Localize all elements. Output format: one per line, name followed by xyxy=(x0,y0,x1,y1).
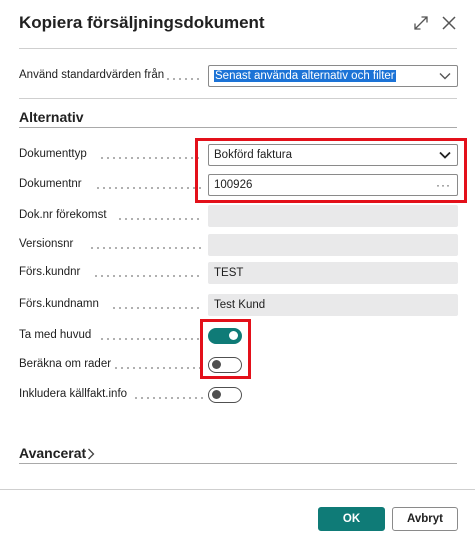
doc-occurrence-field xyxy=(208,205,458,227)
leader-dots xyxy=(93,275,203,277)
customer-name-row xyxy=(19,294,459,316)
cancel-button[interactable]: Avbryt xyxy=(392,507,458,531)
version-no-row xyxy=(19,234,459,256)
close-icon[interactable] xyxy=(440,14,458,32)
highlight-toggles xyxy=(200,319,251,379)
defaults-label: Använd standardvärden från xyxy=(19,69,165,81)
customer-name-label: Förs.kundnamn xyxy=(19,298,99,310)
ok-button[interactable]: OK xyxy=(318,507,385,531)
include-header-label: Ta med huvud xyxy=(19,329,92,341)
chevron-down-icon xyxy=(439,72,451,80)
highlight-document-fields xyxy=(195,138,467,203)
include-source-info-toggle[interactable] xyxy=(208,387,242,403)
include-source-info-label: Inkludera källfakt.info xyxy=(19,388,128,400)
defaults-value: Senast använda alternativ och filter xyxy=(215,70,395,82)
customer-no-label: Förs.kundnr xyxy=(19,266,81,278)
document-type-label: Dokumenttyp xyxy=(19,148,87,160)
leader-dots xyxy=(111,307,203,309)
doc-occurrence-row xyxy=(19,205,459,227)
expand-icon[interactable] xyxy=(412,14,430,32)
advanced-underline xyxy=(19,463,457,464)
recalc-lines-label: Beräkna om rader xyxy=(19,358,112,370)
leader-dots xyxy=(99,157,203,159)
leader-dots xyxy=(89,247,203,249)
leader-dots xyxy=(165,78,203,80)
dialog-title: Kopiera försäljningsdokument xyxy=(19,13,265,32)
defaults-divider xyxy=(19,98,457,99)
version-no-label: Versionsnr xyxy=(19,238,74,250)
options-underline xyxy=(19,127,457,128)
defaults-select[interactable] xyxy=(208,65,458,87)
toggle-knob xyxy=(212,390,221,399)
chevron-right-icon[interactable] xyxy=(87,448,95,460)
defaults-row xyxy=(19,65,459,87)
footer-divider xyxy=(0,489,475,490)
customer-no-field: TEST xyxy=(208,262,458,284)
customer-name-field: Test Kund xyxy=(208,294,458,316)
document-no-label: Dokumentnr xyxy=(19,178,82,190)
options-section-title: Alternativ xyxy=(19,109,84,125)
header-divider xyxy=(19,48,457,49)
leader-dots xyxy=(95,187,203,189)
document-type-value: Bokförd faktura xyxy=(214,149,292,161)
customer-no-row xyxy=(19,262,459,284)
include-source-info-row xyxy=(19,384,459,406)
document-no-value: 100926 xyxy=(214,179,253,191)
lookup-ellipsis-icon[interactable]: ··· xyxy=(436,178,451,192)
leader-dots xyxy=(117,218,203,220)
advanced-section-title[interactable]: Avancerat xyxy=(19,445,87,461)
doc-occurrence-label: Dok.nr förekomst xyxy=(19,209,107,221)
leader-dots xyxy=(133,397,203,399)
version-no-field xyxy=(208,234,458,256)
leader-dots xyxy=(99,338,203,340)
leader-dots xyxy=(113,367,203,369)
